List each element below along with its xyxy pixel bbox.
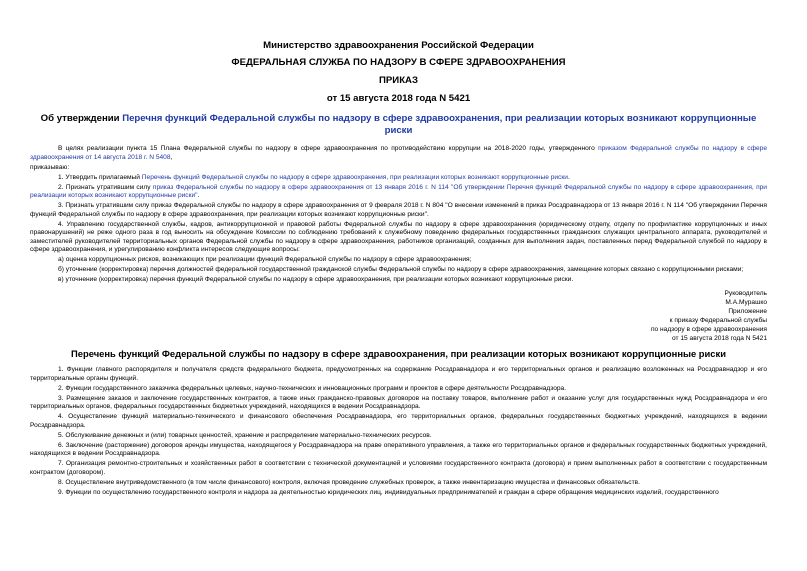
function-item: 8. Осуществление внутриведомственного (в том числе финансового) контроля, включая проведение служебных проверок, а также инвентаризацию имущества и финансовых обязательств. [58,478,640,486]
function-item: 2. Функции государственного заказчика федеральных целевых, научно-технических и инновационных программ и проектов в сфере деятельности Росздравнадзора. [58,384,567,392]
function-item: 5. Обслуживание денежных и (или) товарных ценностей, хранение и распределение материально-технических ресурсов. [58,431,432,439]
function-item: 7. Организация ремонтно-строительных и хозяйственных работ в соответствии с технической документацией и условиями государственного контракта (договора) и прием выполненных работ в соответствии с государственным контрактом (договором). [30,460,767,476]
appendix-ref-line-3: от 15 августа 2018 года N 5421 [672,335,767,343]
function-item: 6. Заключение (расторжение) договоров аренды имущества, находящегося у Росздравнадзора на праве оперативного управления, а также его территориальных органов и федеральных государственных бюджетных учреждений, находящихся в ведении Росздравнадзора. [30,441,767,458]
intro-paragraph [30,145,767,162]
intro-text: В целях реализации пункта 15 Плана Федеральной службы по надзору в сфере здравоохранения по противодействию коррупции на 2018-2020 годы, утвержденного [58,145,599,152]
ministry-name: Министерство здравоохранения Российской Федерации [263,40,534,51]
function-item: 9. Функции по осуществлению государственного контроля и надзора за деятельностью юридических лиц, индивидуальных предпринимателей и граждан в сфере обращения медицинских изделий, государственного [58,488,719,496]
paragraph-4: 4. Управлению государственной службы, кадров, антикоррупционной и правовой работы Федеральной службы по надзору в сфере здравоохранения (юридическому отделу, отделу по профилактике коррупционных и иных правонарушений) не реже одного раза в год выносить на обсуждение Комиссии по соблюдению требований к служебному поведению федеральных государственных гражданских служащих центрального аппарата, руководителей и заместителей руководителей территориальных органов Федеральной службы по надзору в сфере здравоохранения, работников организаций, созданных для выполнения задач, поставленных перед Федеральной службой по надзору в сфере здравоохранения, и урегулированию конфликта интересов следующие вопросы: [30,220,767,254]
paragraph-2-text: 2. Признать утратившим силу [58,183,153,191]
service-name: ФЕДЕРАЛЬНАЯ СЛУЖБА ПО НАДЗОРУ В СФЕРЕ ЗДРАВООХРАНЕНИЯ [231,57,566,68]
function-item: 1. Функции главного распорядителя и получателя средств федерального бюджета, предусмотренных на содержание Росздравнадзора и его территориальных органов и реализацию возложенных на Росздравнадзор и его территориальные органы функций. [30,366,767,382]
paragraph-1-text: 1. Утвердить прилагаемый [58,173,142,181]
document-title [30,113,767,137]
paragraph-1 [30,174,767,183]
paragraph-1-end: . [567,173,570,181]
functions-list [30,366,767,497]
list-approval-link[interactable]: Перечень функций Федеральной службы по надзору в сфере здравоохранения, при реализации которых возникают коррупционные риски [141,173,568,181]
paragraph-4b: б) уточнение (корректировка) перечня должностей федеральной государственной гражданской службы Федеральной службы по надзору в сфере здравоохранения, замещение которых связано с коррупционными рисками; [58,266,744,274]
signatory-name: М.А.Мурашко [725,299,767,307]
document-type: ПРИКАЗ [379,75,418,86]
intro-text-end: , [170,153,173,161]
appendix-label: Приложение [728,308,767,316]
function-item: 4. Осуществление функций материально-технического и финансового обеспечения Росздравнадзора, его территориальных органов, федеральных государственных бюджетных учреждений, находящихся в ведении Росздравнадзора. [30,413,767,429]
signatory-position: Руководитель [724,290,767,298]
function-item: 3. Размещение заказов и заключение государственных контрактов, а также иных гражданско-правовых договоров на поставку товаров, выполнение работ и оказание услуг для государственных нужд Росздравнадзора и его территориальных органов, федеральных государственных бюджетных учреждений, находящихся в ведении Росздравнадзора. [30,394,767,411]
paragraph-4c: в) уточнение (корректировка) перечня функций Федеральной службы по надзору в сфере здравоохранения, при реализации которых возникают коррупционные риски. [58,276,574,284]
appendix-ref-line-1: к приказу Федеральной службы [669,317,767,325]
paragraph-2-end: . [197,192,200,200]
document-date-number: от 15 августа 2018 года N 5421 [326,93,471,104]
title-prefix: Об утверждении [40,113,123,124]
order-word: приказываю: [30,163,70,171]
paragraph-4a: а) оценка коррупционных рисков, возникающих при реализации функций Федеральной службы по надзору в сфере здравоохранения; [58,256,472,264]
intro-order-link[interactable]: приказом Федеральной службы по надзору в сфере здравоохранения от 14 августа 2018 г. N 5408 [30,145,767,161]
order-body [30,145,767,285]
functions-list-title: Перечень функций Федеральной службы по надзору в сфере здравоохранения, при реализации которых возникают коррупционные риски [71,348,726,360]
paragraph-3: 3. Признать утратившим силу приказ Федеральной службы по надзору в сфере здравоохранения от 9 февраля 2018 г. N 804 "О внесении изменений в приказ Росздравнадзора от 13 января 2016 г. N 114 "Об утверждении Перечня функций Федеральной службы по надзору в сфере здравоохранения, при реализации которых возникают коррупционные риски". [30,202,767,218]
appendix-ref-line-2: по надзору в сфере здравоохранения [650,326,767,334]
paragraph-2 [30,184,767,201]
title-link[interactable]: Перечня функций Федеральной службы по надзору в сфере здравоохранения, при реализации которых возникают коррупционные риски [122,113,757,136]
revoked-order-link[interactable]: приказ Федеральной службы по надзору в сфере здравоохранения от 13 января 2016 г. N 114 "Об утверждении Перечня функций Федеральной службы по надзору в сфере здравоохранения, при реализации которых возникают коррупционные риски" [30,183,767,200]
